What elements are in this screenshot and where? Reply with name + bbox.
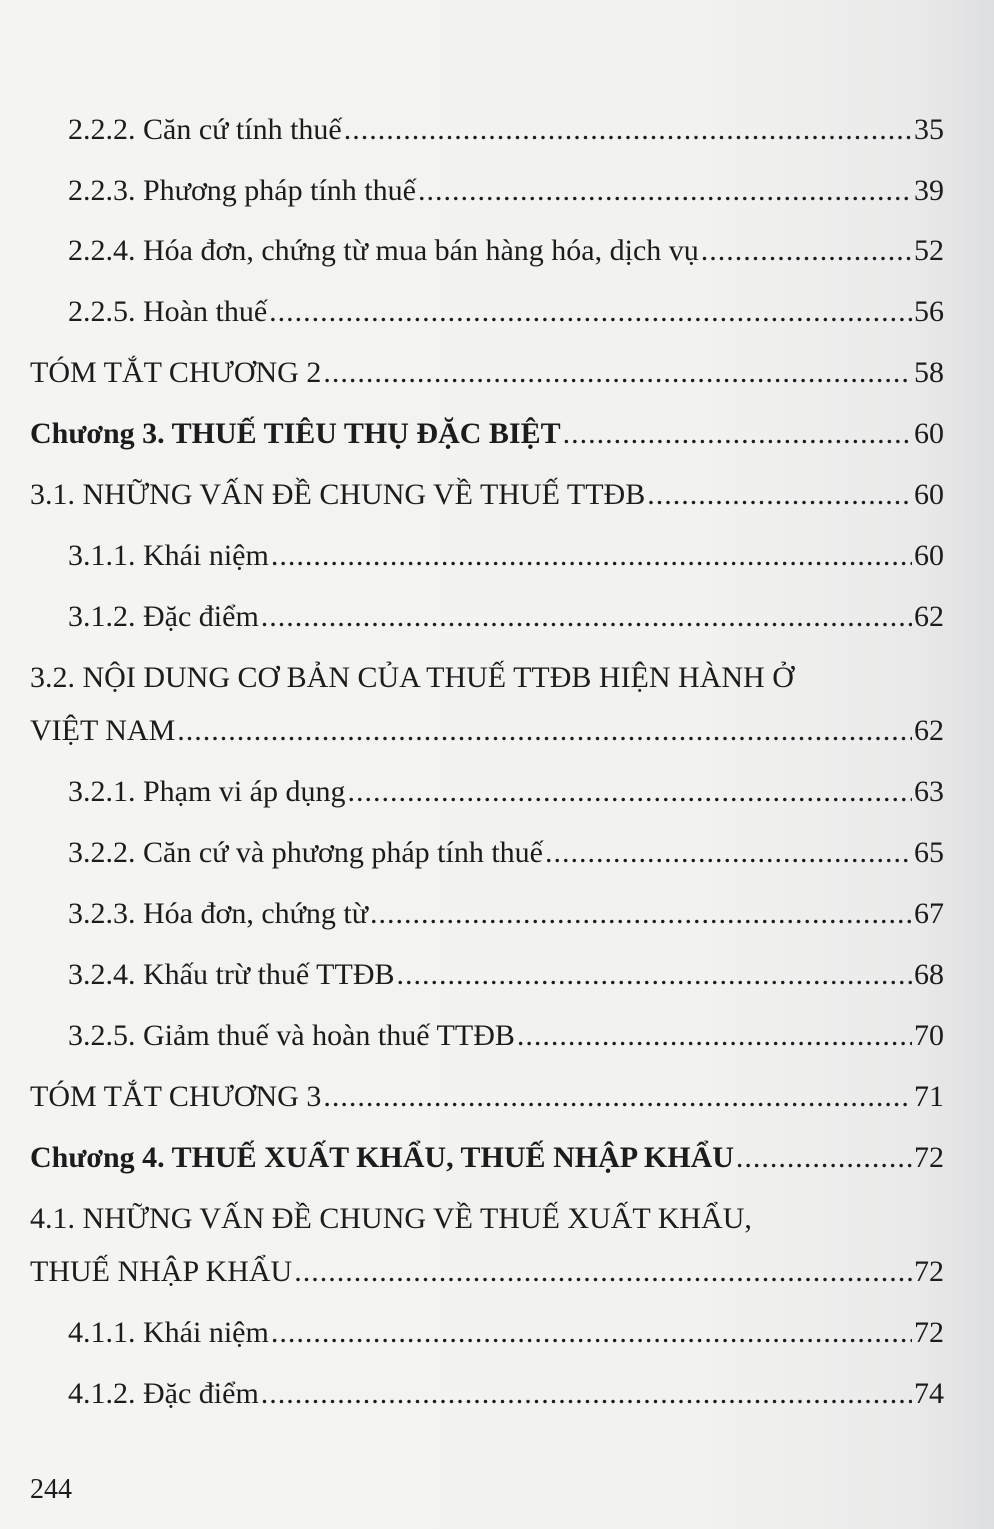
dot-leader xyxy=(261,1374,912,1414)
toc-entry xyxy=(30,772,944,812)
toc-entry-title: TÓM TẮT CHƯƠNG 3 xyxy=(30,1080,322,1113)
dot-leader xyxy=(348,772,913,812)
toc-entry-page: 65 xyxy=(914,836,944,869)
toc-entry-title: 2.2.4. Hóa đơn, chứng từ mua bán hàng hóa, dịch vụ xyxy=(68,234,699,267)
dot-leader xyxy=(323,1077,912,1117)
dot-leader xyxy=(261,597,912,637)
toc-entry-summary xyxy=(30,353,944,393)
dot-leader xyxy=(545,833,912,873)
toc-entry-page: 72 xyxy=(914,1255,944,1288)
dot-leader xyxy=(294,1252,912,1292)
toc-entry-summary xyxy=(30,1077,944,1117)
dot-leader xyxy=(269,292,912,332)
toc-entry xyxy=(30,110,944,150)
toc-entry-title: 2.2.3. Phương pháp tính thuế xyxy=(68,174,416,207)
toc-entry-page: 35 xyxy=(914,113,944,146)
toc-entry-title: 3.1. NHỮNG VẤN ĐỀ CHUNG VỀ THUẾ TTĐB xyxy=(30,478,646,511)
toc-entry-title: 2.2.5. Hoàn thuế xyxy=(68,295,268,328)
toc-entry xyxy=(30,1313,944,1353)
toc-entry xyxy=(30,894,944,934)
toc-entry-page: 62 xyxy=(914,600,944,633)
dot-leader xyxy=(647,475,912,515)
toc-entry xyxy=(30,1374,944,1414)
toc-entry xyxy=(30,171,944,211)
toc-entry-page: 62 xyxy=(914,714,944,747)
toc-entry-title: 3.2.1. Phạm vi áp dụng xyxy=(68,775,346,808)
toc-entry-title: 3.2.3. Hóa đơn, chứng từ xyxy=(68,897,369,930)
toc-entry-chapter xyxy=(30,414,944,454)
toc-entry-title: THUẾ NHẬP KHẨU xyxy=(30,1255,293,1288)
toc-entry-page: 72 xyxy=(914,1316,944,1349)
toc-entry xyxy=(30,536,944,576)
toc-entry-page: 52 xyxy=(914,234,944,267)
toc-entry-section xyxy=(30,711,944,751)
dot-leader xyxy=(323,353,912,393)
toc-entry-page: 58 xyxy=(914,356,944,389)
toc-entry-title: 4.1.1. Khái niệm xyxy=(68,1316,269,1349)
toc-entry-title: 3.2.5. Giảm thuế và hoàn thuế TTĐB xyxy=(68,1019,515,1052)
toc-entry-title: 3.1.1. Khái niệm xyxy=(68,539,269,572)
dot-leader xyxy=(271,536,912,576)
dot-leader xyxy=(344,110,912,150)
toc-entry xyxy=(30,833,944,873)
toc-entry-section xyxy=(30,475,944,515)
toc-entry-page: 68 xyxy=(914,958,944,991)
toc-entry-page: 56 xyxy=(914,295,944,328)
toc-entry-page: 71 xyxy=(914,1080,944,1113)
dot-leader xyxy=(177,711,912,751)
toc-entry-title: 3.2.4. Khấu trừ thuế TTĐB xyxy=(68,958,395,991)
toc-entry-title: VIỆT NAM xyxy=(30,714,176,747)
dot-leader xyxy=(271,1313,912,1353)
toc-entry xyxy=(30,1016,944,1056)
toc-entry-page: 60 xyxy=(914,539,944,572)
toc-entry-title: TÓM TẮT CHƯƠNG 2 xyxy=(30,356,322,389)
toc-entry xyxy=(30,231,944,271)
page-number: 244 xyxy=(30,1474,72,1505)
toc-entry xyxy=(30,292,944,332)
toc-entry xyxy=(30,597,944,637)
toc-entry-page: 39 xyxy=(914,174,944,207)
toc-entry-page: 72 xyxy=(914,1141,944,1174)
dot-leader xyxy=(736,1138,912,1178)
dot-leader xyxy=(418,171,912,211)
toc-entry-chapter xyxy=(30,1138,944,1178)
toc-entry-title: 3.2.2. Căn cứ và phương pháp tính thuế xyxy=(68,836,543,869)
dot-leader xyxy=(397,955,913,995)
toc-entry-title: 2.2.2. Căn cứ tính thuế xyxy=(68,113,342,146)
toc-entry-page: 60 xyxy=(914,417,944,450)
toc-entry xyxy=(30,955,944,995)
toc-entry-title: Chương 4. THUẾ XUẤT KHẨU, THUẾ NHẬP KHẨU xyxy=(30,1141,734,1174)
toc-entry-title: 4.1.2. Đặc điểm xyxy=(68,1377,259,1410)
dot-leader xyxy=(563,414,912,454)
toc-entry-title: Chương 3. THUẾ TIÊU THỤ ĐẶC BIỆT xyxy=(30,417,561,450)
toc-entry-section xyxy=(30,1252,944,1292)
toc-entry-page: 60 xyxy=(914,478,944,511)
toc-entry-title: 3.1.2. Đặc điểm xyxy=(68,600,259,633)
toc-entry-section-line1: 4.1. NHỮNG VẤN ĐỀ CHUNG VỀ THUẾ XUẤT KHẨU, xyxy=(30,1202,752,1235)
dot-leader xyxy=(370,894,912,934)
toc-entry-page: 74 xyxy=(914,1377,944,1410)
toc-entry-section-line1: 3.2. NỘI DUNG CƠ BẢN CỦA THUẾ TTĐB HIỆN HÀNH Ở xyxy=(30,661,794,694)
toc-entry-page: 63 xyxy=(914,775,944,808)
toc-entry-page: 70 xyxy=(914,1019,944,1052)
dot-leader xyxy=(517,1016,912,1056)
toc-entry-page: 67 xyxy=(914,897,944,930)
dot-leader xyxy=(701,231,912,271)
